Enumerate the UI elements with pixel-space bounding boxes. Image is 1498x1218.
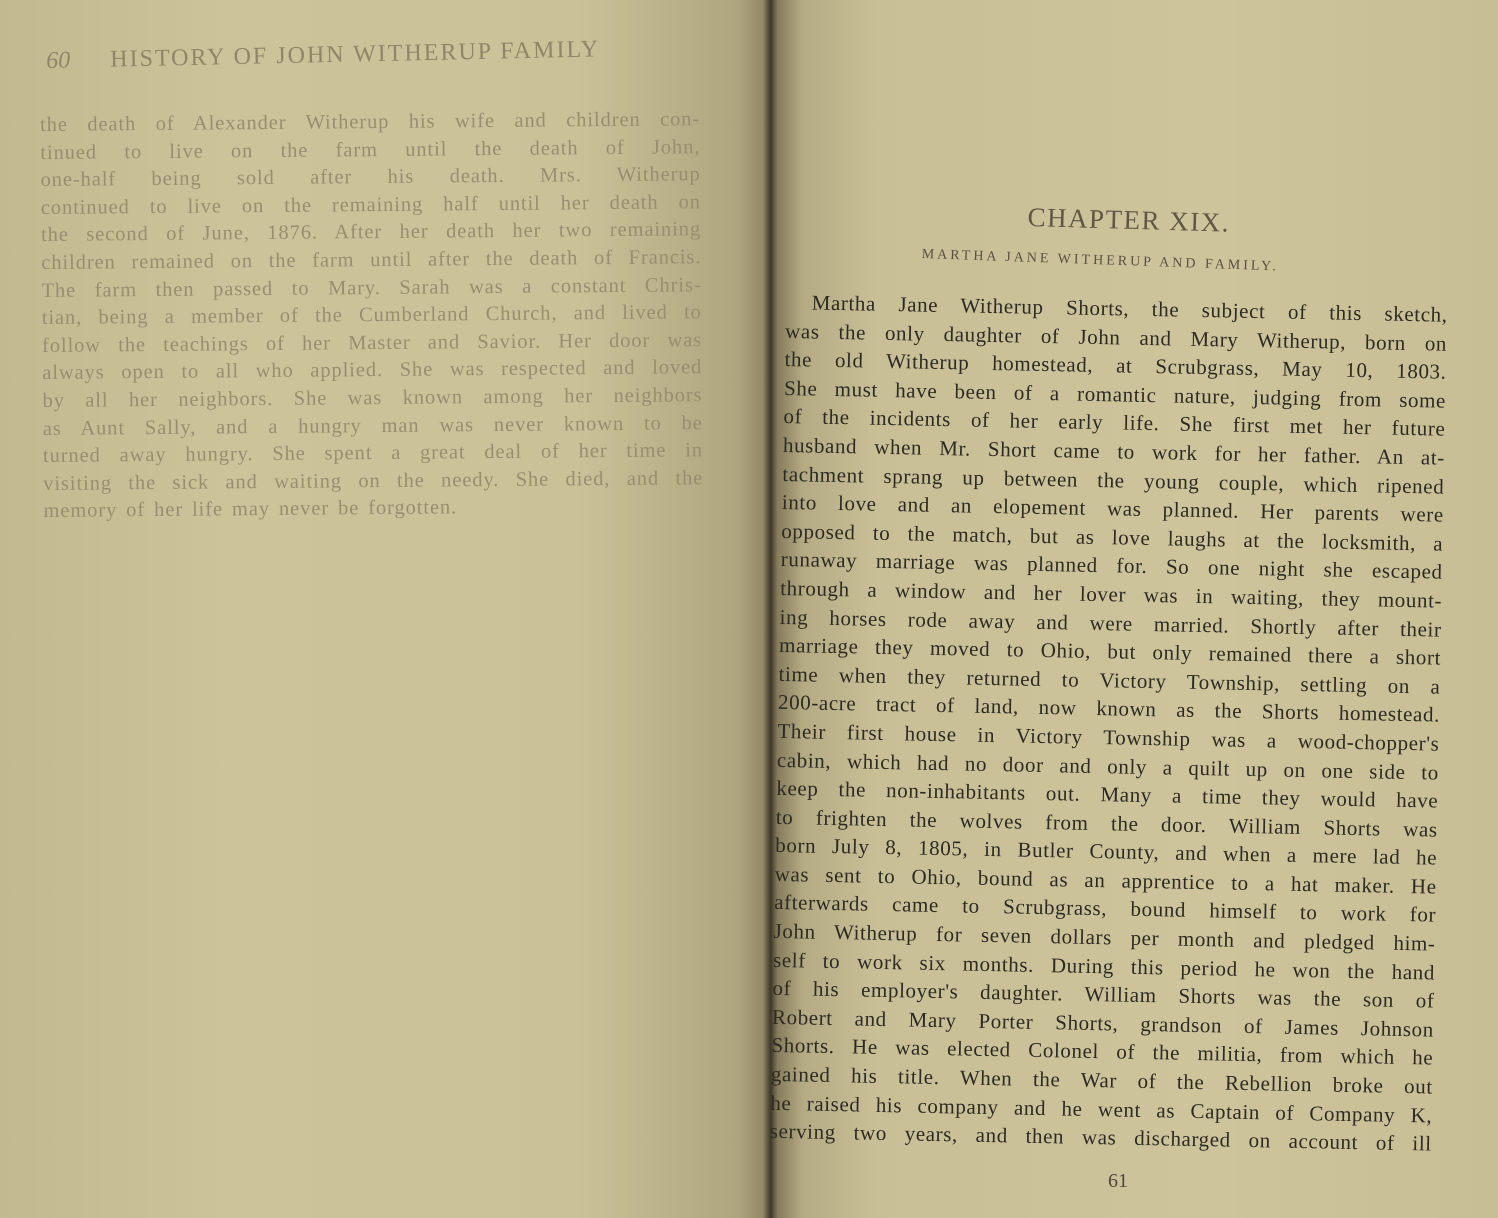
- text-line: The farm then passed to Mary. Sarah was a constant Chris-: [41, 273, 702, 302]
- text-line: afterwards came to Scrubgrass, bound himself to work for: [773, 890, 1437, 928]
- text-line: to frighten the wolves from the door. William Shorts was: [775, 804, 1438, 842]
- text-line: the old Witherup homestead, at Scrubgrass, May 10, 1803.: [784, 347, 1447, 384]
- text-line: the death of Alexander Witherup his wife and children con-: [40, 108, 701, 136]
- text-line: visiting the sick and waiting on the needy. She died, and the: [43, 466, 704, 495]
- text-line: ing horses rode away and were married. Shortly after their: [779, 604, 1442, 642]
- text-line: of his employer's daughter. William Shorts was the son of: [772, 976, 1435, 1013]
- text-line: children remained on the farm until after the death of Francis.: [41, 246, 702, 274]
- text-line: turned away hungry. She spent a great deal of her time in: [42, 439, 704, 468]
- text-line: keep the non-inhabitants out. Many a time they would have: [776, 776, 1439, 813]
- chapter-subtitle: MARTHA JANE WITHERUP AND FAMILY.: [921, 247, 1280, 275]
- text-line: cabin, which had no door and only a quilt up on one side to: [776, 747, 1440, 785]
- text-line: opposed to the match, but as love laughs at the locksmith, a: [781, 518, 1444, 556]
- right-page-number: 61: [1108, 1170, 1128, 1192]
- text-line: Shorts. He was elected Colonel of the militia, from which he: [771, 1033, 1434, 1071]
- text-line: tian, being a member of the Cumberland Church, and lived to: [41, 301, 702, 330]
- text-line: 200-acre tract of land, now known as the Shorts homestead.: [777, 690, 1441, 727]
- text-line: gained his title. When the War of the Rebellion broke out: [770, 1061, 1434, 1099]
- text-line: tachment sprang up between the young couple, which ripened: [782, 461, 1445, 499]
- text-line: She must have been of a romantic nature, judging from some: [783, 375, 1447, 413]
- text-line: into love and an elopement was planned. Her parents were: [781, 490, 1444, 527]
- text-line: he raised his company and he went as Captain of Company K,: [770, 1090, 1433, 1128]
- text-line: husband when Mr. Short came to work for her father. An at-: [782, 432, 1446, 470]
- text-line: was sent to Ohio, bound as an apprentice to a hat maker. He: [774, 861, 1437, 899]
- text-line: Martha Jane Witherup Shorts, the subject of this sketch,: [811, 290, 1448, 327]
- text-line: self to work six months. During this period he won the hand: [772, 947, 1436, 985]
- text-line: born July 8, 1805, in Butler County, and when a mere lad he: [775, 833, 1438, 870]
- text-line: always open to all who applied. She was respected and loved: [42, 356, 703, 385]
- left-page-number: 60: [46, 47, 71, 74]
- right-page-text: [770, 288, 1448, 1158]
- text-line: as Aunt Sally, and a hungry man was never known to be: [42, 411, 703, 440]
- text-line: follow the teachings of her Master and Savior. Her door was: [41, 328, 703, 357]
- left-page-text: [40, 106, 704, 526]
- text-line: serving two years, and then was discharged on account of ill: [769, 1119, 1432, 1156]
- text-line: by all her neighbors. She was known among her neighbors: [42, 384, 703, 412]
- text-line: John Witherup for seven dollars per month and pledged him-: [773, 918, 1436, 956]
- text-line: memory of her life may never be forgotten.: [43, 496, 458, 523]
- text-line: runaway marriage was planned for. So one night she escaped: [780, 547, 1443, 585]
- text-line: of the incidents of her early life. She first met her future: [783, 404, 1446, 442]
- running-head-title: HISTORY OF JOHN WITHERUP FAMILY: [109, 36, 601, 73]
- text-line: through a window and her lover was in waiting, they mount-: [780, 575, 1443, 613]
- text-line: marriage they moved to Ohio, but only remained there a short: [778, 633, 1442, 670]
- text-line: time when they returned to Victory Township, settling on a: [778, 661, 1441, 699]
- chapter-title: CHAPTER XIX.: [1027, 202, 1231, 238]
- text-line: tinued to live on the farm until the death of John,: [40, 135, 701, 164]
- text-line: one-half being sold after his death. Mrs. Witherup: [40, 163, 701, 192]
- text-line: Robert and Mary Porter Shorts, grandson of James Johnson: [771, 1004, 1435, 1042]
- text-line: continued to live on the remaining half until her death on: [40, 191, 701, 219]
- text-line: Their first house in Victory Township was a wood-chopper's: [777, 718, 1440, 756]
- text-line: was the only daughter of John and Mary Witherup, born on: [784, 318, 1448, 356]
- text-line: the second of June, 1876. After her death her two remaining: [40, 218, 702, 247]
